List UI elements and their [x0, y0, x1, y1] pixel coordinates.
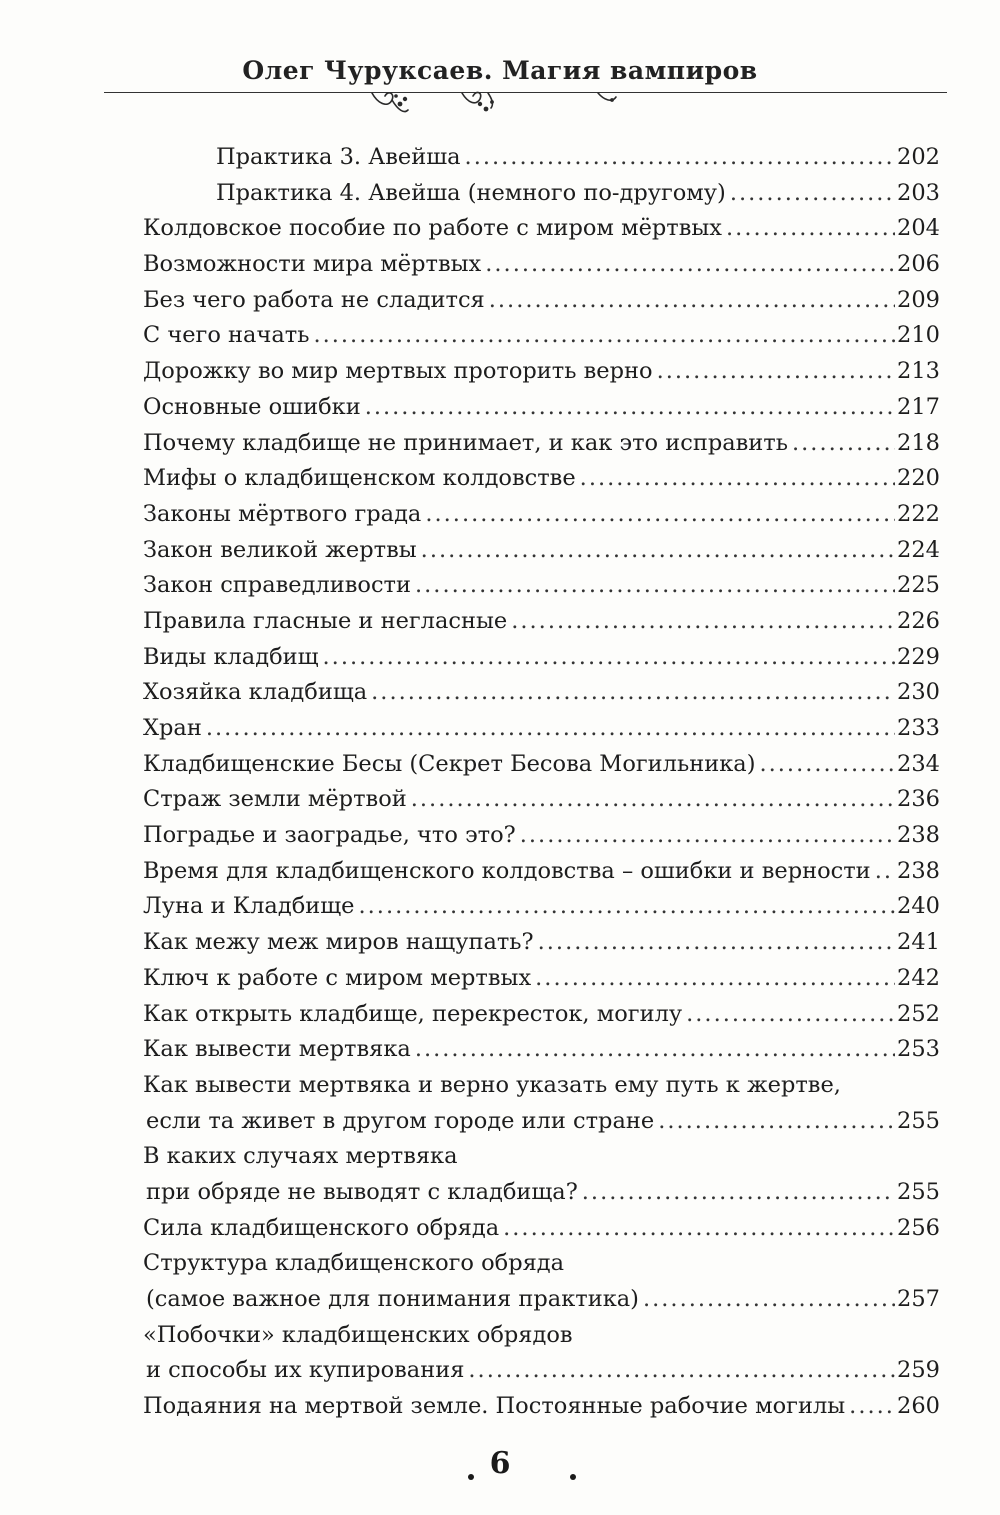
- toc-entry-page: 213: [897, 358, 940, 385]
- toc-entry-page: 241: [897, 929, 940, 956]
- toc-entry-title: Закон великой жертвы: [143, 536, 417, 563]
- dot-leader: [849, 1392, 895, 1420]
- toc-entry[interactable]: [0, 853, 1000, 889]
- toc-entry-title-line2: если та живет в другом городе или стране: [146, 1107, 655, 1134]
- dot-leader: [582, 1178, 895, 1206]
- toc-entry[interactable]: [0, 389, 1000, 425]
- toc-entry-page: 238: [897, 857, 940, 884]
- toc-entry-title-line2: и способы их купирования: [146, 1357, 465, 1384]
- toc-entry-title: Страж земли мёртвой: [143, 786, 407, 813]
- toc-entry-page: 257: [897, 1286, 940, 1313]
- toc-entry-title-line2: при обряде не выводят с кладбища?: [146, 1178, 578, 1205]
- toc-entry-page: 220: [897, 465, 940, 492]
- toc-entry-title: Время для кладбищенского колдовства – ошибки и верности: [143, 857, 871, 884]
- toc-entry-page: 256: [897, 1214, 940, 1241]
- toc-entry[interactable]: [0, 746, 1000, 782]
- toc-entry[interactable]: [0, 496, 1000, 532]
- toc-entry[interactable]: [0, 1138, 1000, 1209]
- page-footer: [0, 1446, 1000, 1496]
- dot-leader: [875, 857, 895, 885]
- toc-entry-page: 204: [897, 215, 940, 242]
- dot-leader: [206, 714, 895, 742]
- toc-entry-page: 230: [897, 679, 940, 706]
- toc-entry-title: Мифы о кладбищенском колдовстве: [143, 465, 576, 492]
- table-of-contents: [0, 139, 1000, 1424]
- dot-leader: [411, 785, 895, 813]
- toc-entry-title: Почему кладбище не принимает, и как это исправить: [143, 429, 788, 456]
- toc-entry-title: Хозяйка кладбища: [143, 679, 368, 706]
- page-number: 6: [489, 1446, 511, 1481]
- toc-entry-page: 255: [897, 1107, 940, 1134]
- toc-entry-title: Практика 4. Авейша (немного по-другому): [216, 179, 726, 206]
- toc-entry-title: Возможности мира мёртвых: [143, 251, 482, 278]
- toc-entry[interactable]: [0, 1388, 1000, 1424]
- toc-entry-title: Ключ к работе с миром мертвых: [143, 964, 532, 991]
- dot-leader: [520, 821, 895, 849]
- toc-entry-title: Практика 3. Авейша: [216, 144, 461, 170]
- toc-entry-title: Виды кладбищ: [143, 643, 319, 670]
- dot-leader: [657, 357, 895, 385]
- toc-entry-page: 242: [897, 964, 940, 991]
- toc-entry[interactable]: [0, 460, 1000, 496]
- toc-entry[interactable]: [0, 639, 1000, 675]
- toc-entry[interactable]: [0, 282, 1000, 318]
- toc-entry[interactable]: [0, 353, 1000, 389]
- toc-entry-title: Кладбищенские Бесы (Секрет Бесова Могильника): [143, 750, 756, 777]
- toc-entry-page: 253: [897, 1036, 940, 1063]
- dot-leader: [658, 1107, 895, 1135]
- footer-dot-right-icon: [570, 1474, 576, 1480]
- dot-leader: [511, 607, 895, 635]
- toc-entry-title: Сила кладбищенского обряда: [143, 1214, 500, 1241]
- running-header-title: Олег Чуруксаев. Магия вампиров: [242, 56, 758, 85]
- dot-leader: [465, 143, 896, 171]
- toc-entry-title: Хран: [143, 715, 202, 741]
- toc-entry[interactable]: [0, 425, 1000, 461]
- toc-entry[interactable]: [0, 817, 1000, 853]
- toc-entry-title: Как вывести мертвяка: [143, 1036, 411, 1063]
- toc-entry-title: Как открыть кладбище, перекресток, могилу: [143, 1000, 683, 1027]
- toc-entry-title: Правила гласные и негласные: [143, 607, 508, 634]
- toc-entry-page: 206: [897, 251, 940, 278]
- toc-entry[interactable]: [0, 996, 1000, 1032]
- toc-entry[interactable]: [0, 1245, 1000, 1316]
- toc-entry-page: 224: [897, 536, 940, 563]
- toc-entry-page: 209: [897, 286, 940, 313]
- toc-entry[interactable]: [0, 317, 1000, 353]
- toc-entry[interactable]: [0, 1067, 1000, 1138]
- dot-leader: [415, 1035, 895, 1063]
- dot-leader: [535, 964, 895, 992]
- toc-entry[interactable]: [0, 888, 1000, 924]
- vine-ornament-icon: [0, 0, 1000, 120]
- dot-leader: [686, 1000, 895, 1028]
- toc-entry-title-line2: (самое важное для понимания практика): [146, 1286, 639, 1313]
- toc-entry-title: Подаяния на мертвой земле. Постоянные рабочие могилы: [143, 1393, 846, 1420]
- dot-leader: [759, 750, 895, 778]
- toc-entry-page: 225: [897, 572, 940, 599]
- toc-entry-title: Законы мёртвого града: [143, 500, 422, 527]
- dot-leader: [468, 1356, 895, 1384]
- toc-entry-title-line1: «Побочки» кладбищенских обрядов: [143, 1321, 573, 1348]
- dot-leader: [726, 214, 895, 242]
- toc-entry-page: 202: [897, 144, 940, 170]
- toc-entry-page: 218: [897, 429, 940, 456]
- toc-entry-page: 255: [897, 1178, 940, 1205]
- dot-leader: [643, 1285, 895, 1313]
- toc-entry-page: 240: [897, 893, 940, 920]
- dot-leader: [313, 321, 895, 349]
- toc-entry-title: Колдовское пособие по работе с миром мёртвых: [143, 215, 723, 242]
- toc-entry-page: 252: [897, 1000, 940, 1027]
- toc-entry-page: 233: [897, 715, 940, 741]
- toc-entry-title: Дорожку во мир мертвых проторить верно: [143, 358, 653, 385]
- dot-leader: [730, 179, 895, 207]
- toc-entry-page: 259: [897, 1357, 940, 1384]
- toc-entry-title-line1: Структура кладбищенского обряда: [143, 1250, 565, 1277]
- dot-leader: [489, 286, 895, 314]
- toc-entry[interactable]: [0, 781, 1000, 817]
- toc-entry[interactable]: [0, 1317, 1000, 1388]
- toc-entry[interactable]: [0, 567, 1000, 603]
- toc-entry-title: Поградье и заоградье, что это?: [143, 822, 516, 849]
- toc-entry-title: Без чего работа не сладится: [143, 286, 485, 313]
- toc-entry[interactable]: [0, 210, 1000, 246]
- toc-entry[interactable]: [0, 1210, 1000, 1246]
- toc-entry-title: Как межу меж миров нащупать?: [143, 929, 534, 956]
- toc-entry-page: 210: [897, 322, 940, 349]
- dot-leader: [580, 464, 895, 492]
- toc-entry-title-line1: В каких случаях мертвяка: [143, 1143, 458, 1170]
- toc-entry[interactable]: [0, 532, 1000, 568]
- toc-entry[interactable]: [0, 960, 1000, 996]
- toc-entry[interactable]: [0, 603, 1000, 639]
- dot-leader: [425, 500, 895, 528]
- toc-entry-title: Основные ошибки: [143, 393, 361, 420]
- toc-entry-title: Луна и Кладбище: [143, 893, 355, 920]
- dot-leader: [503, 1214, 895, 1242]
- toc-entry[interactable]: [0, 710, 1000, 746]
- toc-entry-page: 217: [897, 393, 940, 420]
- dot-leader: [538, 928, 895, 956]
- dot-leader: [421, 536, 895, 564]
- toc-entry[interactable]: [0, 175, 1000, 211]
- toc-entry-page: 260: [897, 1393, 940, 1420]
- toc-entry-page: 238: [897, 822, 940, 849]
- toc-entry-title: С чего начать: [143, 322, 310, 349]
- toc-entry[interactable]: [0, 674, 1000, 710]
- toc-entry-page: 234: [897, 750, 940, 777]
- toc-entry[interactable]: [0, 924, 1000, 960]
- toc-entry-page: 229: [897, 643, 940, 670]
- toc-entry-page: 203: [897, 179, 940, 206]
- toc-entry[interactable]: [0, 1031, 1000, 1067]
- toc-entry[interactable]: [0, 246, 1000, 282]
- toc-entry-page: 226: [897, 607, 940, 634]
- toc-entry-title-line1: Как вывести мертвяка и верно указать ему путь к жертве,: [143, 1071, 841, 1098]
- dot-leader: [365, 393, 895, 421]
- dot-leader: [485, 250, 895, 278]
- toc-entry-page: 222: [897, 500, 940, 527]
- toc-entry[interactable]: [0, 139, 1000, 175]
- dot-leader: [371, 678, 895, 706]
- toc-entry-page: 236: [897, 786, 940, 813]
- dot-leader: [323, 643, 896, 671]
- toc-entry-title: Закон справедливости: [143, 572, 411, 599]
- dot-leader: [415, 571, 895, 599]
- dot-leader: [358, 892, 895, 920]
- dot-leader: [792, 429, 895, 457]
